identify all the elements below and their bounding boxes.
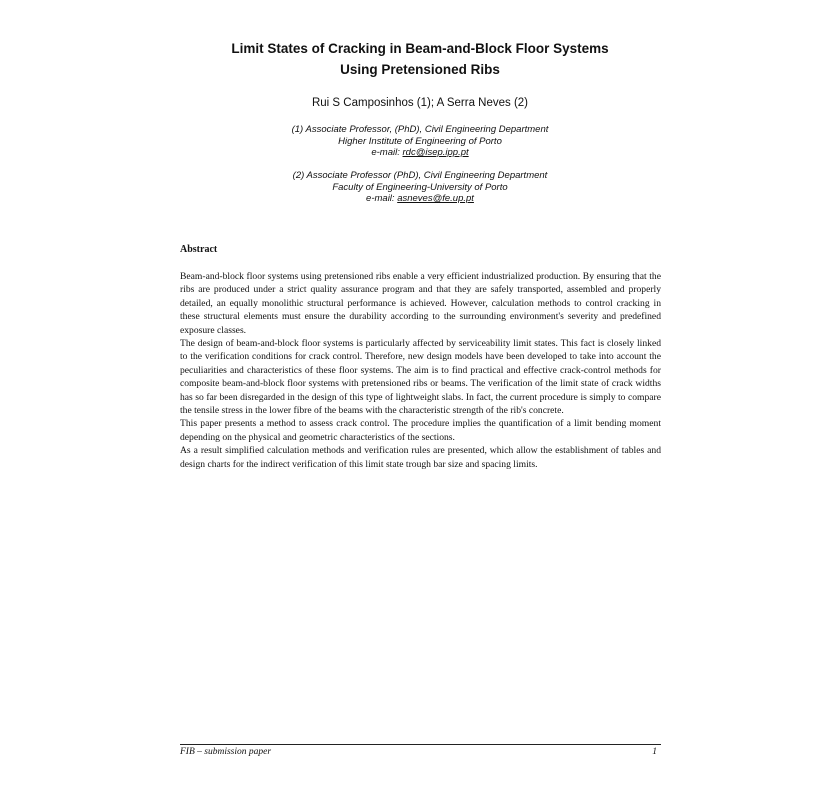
affiliation-2-institution: Faculty of Engineering-University of Porto <box>332 181 508 193</box>
abstract-heading: Abstract <box>180 244 218 255</box>
paper-title <box>180 38 660 80</box>
abstract-body <box>180 270 661 471</box>
affiliation-1-email-line <box>180 147 660 159</box>
affiliation-2-email-link[interactable]: asneves@fe.up.pt <box>397 193 474 204</box>
affiliation-2-email-line <box>180 193 660 205</box>
affiliation-1-institution: Higher Institute of Engineering of Porto <box>338 135 502 147</box>
abstract-paragraph-1: Beam-and-block floor systems using pretensioned ribs enable a very efficient industrialized production. By ensuring that the ribs are produced under a strict quality assurance program and that they are safely transported, assembled and properly detailed, an equally monolithic structural performance is achieved. However, calculation methods to control cracking in these structural elements must ensure the durability according to the surrounding environment's severity and predefined exposure classes. <box>180 271 661 336</box>
affiliation-1-email-label: e-mail: <box>371 147 403 158</box>
affiliation-1 <box>180 124 660 159</box>
paper-title-line-1: Limit States of Cracking in Beam-and-Block Floor Systems <box>231 41 609 56</box>
affiliation-2 <box>180 170 660 205</box>
abstract-paragraph-4: As a result simplified calculation methods and verification rules are presented, which allow the establishment of tables and design charts for the indirect verification of this limit state trough bar size and spacing limits. <box>180 445 661 470</box>
page-number: 1 <box>652 747 657 757</box>
abstract-paragraph-2: The design of beam-and-block floor systems is particularly affected by serviceability limit states. This fact is closely linked to the verification conditions for crack control. Therefore, new design models have been developed to take into account the peculiarities and characteristics of these floor systems. The aim is to find practical and effective crack-control methods for composite beam-and-block floor systems with pretensioned ribs or beams. The verification of the limit state of crack widths has so far been disregarded in the design of this type of lightweight slabs. In fact, the current procedure is simply to compare the tensile stress in the lower fibre of the beams with the characteristic strength of the rib's concrete. <box>180 338 661 417</box>
affiliation-2-position: (2) Associate Professor (PhD), Civil Engineering Department <box>292 170 548 181</box>
affiliation-1-position: (1) Associate Professor, (PhD), Civil Engineering Department <box>291 124 549 135</box>
affiliation-2-email-label: e-mail: <box>366 193 398 204</box>
footer-divider <box>180 744 661 745</box>
paper-title-line-2: Using Pretensioned Ribs <box>340 62 500 77</box>
abstract-paragraph-3: This paper presents a method to assess crack control. The procedure implies the quantification of a limit bending moment depending on the physical and geometric characteristics of the sections. <box>180 418 661 443</box>
footer-label: FIB – submission paper <box>180 747 272 757</box>
affiliation-1-email-link[interactable]: rdc@isep.ipp.pt <box>402 147 469 158</box>
author-list: Rui S Camposinhos (1); A Serra Neves (2) <box>311 97 529 109</box>
